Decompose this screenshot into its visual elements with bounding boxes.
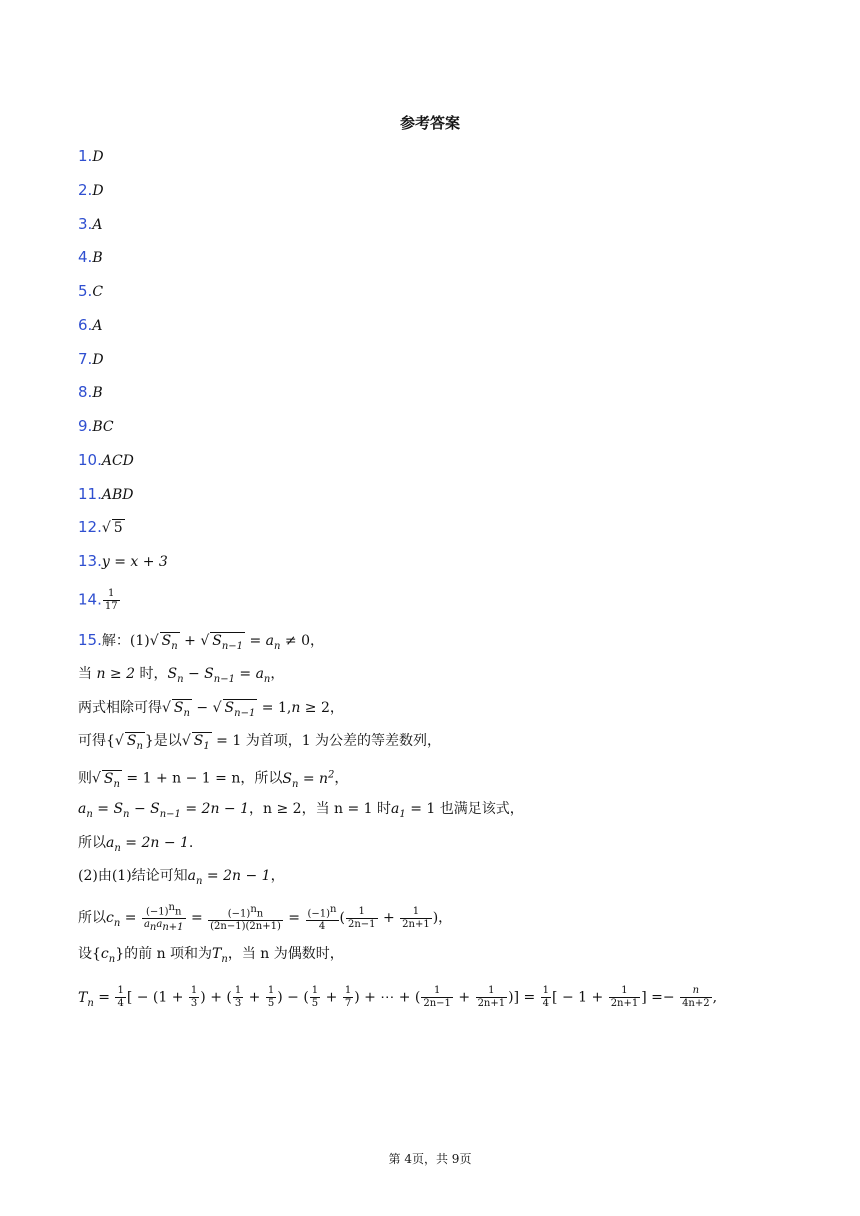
answer-14: 14. $\frac{1}{17}$ — [78, 588, 118, 612]
solution-15-line-10: 设$\{c_n\}$的前 n 项和为$T_n$，当 n 为偶数时， — [78, 946, 344, 965]
solution-15-line-11: $T_n$ = $\frac{1}{4}$ [ − (1 + $\frac{1}{3}$ ) + ( $\frac{1}{3}$ + $\frac{1}{5}$ ) − ( $\frac{1}{5}$ + $\frac{1}{7}$ ) + ⋯ + ( $\frac{1}{2n-1}$ + $\frac{1}{2n+1}$ )] = $\frac{1}{4}$ [ − 1 + $\frac{1}{2n+1}$ ] =− $\frac{n}{4n+2}$ , — [78, 985, 718, 1009]
solution-15-line-8: (2)由(1)结论可知$a_n = 2n - 1$， — [78, 868, 285, 887]
page-title: 参考答案 — [399, 114, 460, 132]
answer-11: 11.ABD — [78, 485, 134, 503]
answer-6: 6.A — [78, 316, 103, 334]
answer-2: 2.D — [78, 181, 104, 199]
answer-10: 10.ACD — [78, 451, 134, 469]
answer-9: 9.BC — [78, 417, 114, 435]
solution-15-line-7: 所以$a_n = 2n - 1$. — [78, 835, 194, 854]
solution-15-line-4: 可得{√ $S_n$ }是以√ $S_1 = 1$ 为首项，1 为公差的等差数列， — [78, 731, 441, 755]
solution-15-line-6: $a_n = S_n - S_{n-1} = 2n - 1$，n ≥ 2，当 n = 1 时$a_1 = 1$ 也满足该式， — [78, 801, 524, 820]
solution-15-line-9: 所以$c_n$ = $\frac{(-1)^nn}{a_na_{n+1}}$ = $\frac{(-1)^nn}{(2n-1)(2n+1)}$ = $\frac{(-1)^n}{4}$ ( $\frac{1}{2n-1}$ + $\frac{1}{2n+1}$ )， — [78, 902, 453, 934]
answer-5: 5.C — [78, 282, 104, 300]
answer-8: 8.B — [78, 383, 103, 401]
answer-1: 1.D — [78, 147, 104, 165]
page-footer: 第 4页，共 9页 — [388, 1152, 472, 1166]
solution-15-line-1: 15.解：(1)√ $S_n$ + √ $S_{n-1} = a_n \ne 0$， — [78, 630, 324, 657]
answer-7: 7.D — [78, 350, 104, 368]
answer-12: 12.√ 5 — [78, 518, 123, 536]
solution-15-line-3: 两式相除可得√ $S_n$ − √ $S_{n-1} = 1,n \ge 2$， — [78, 698, 344, 722]
answer-13: 13.y = x + 3 — [78, 552, 168, 570]
answer-4: 4.B — [78, 248, 103, 266]
answer-3: 3.A — [78, 215, 103, 233]
solution-15-line-5: 则√ $S_n = 1 + n - 1 = n$，所以$S_n = n^2$， — [78, 765, 348, 794]
solution-15-line-2: 当 n ≥ 2 时，$S_n - S_{n-1} = a_n$， — [78, 666, 285, 685]
